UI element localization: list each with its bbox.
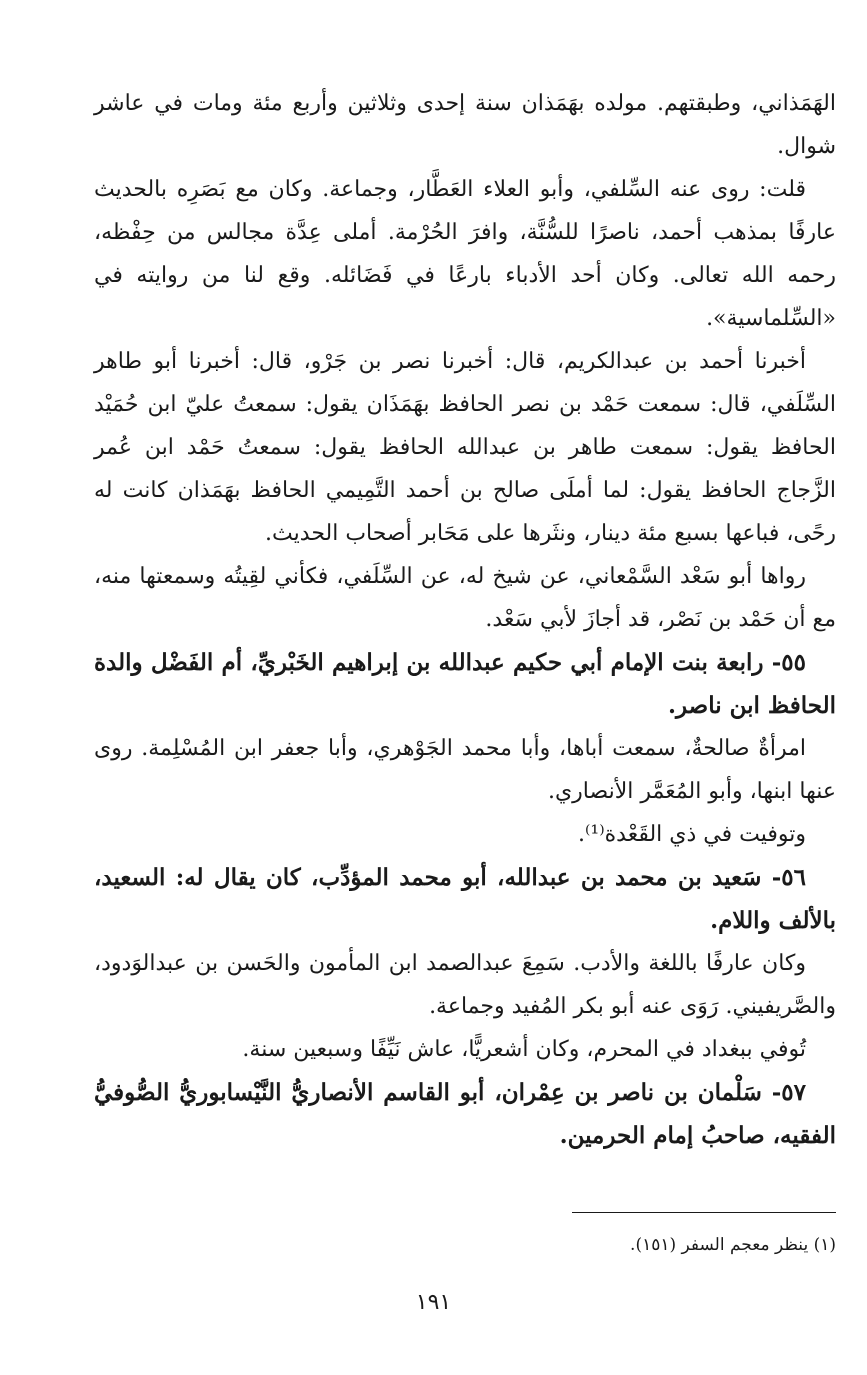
footnote-divider: [572, 1212, 836, 1213]
paragraph-6: امرأةٌ صالحةٌ، سمعت أباها، وأبا محمد الجَوْهري، وأبا جعفر ابن المُسْلِمة. روى عنها ابنها، وأبو المُعَمَّر الأنصاري.: [94, 736, 836, 804]
paragraph-1: الهَمَذاني، وطبقتهم. مولده بهَمَذان سنة إحدى وثلاثين وأربع مئة ومات في عاشر شوال.: [94, 91, 836, 159]
main-text: [94, 82, 836, 1157]
paragraph-9: وكان عارفًا باللغة والأدب. سَمِعَ عبدالصمد ابن المأمون والحَسن بن عبدالوَدود، والصَّريفيني. رَوَى عنه أبو بكر المُفيد وجماعة.: [94, 951, 836, 1019]
page-number: ١٩١: [415, 1290, 452, 1315]
paragraph-7: وتوفيت في ذي القَعْدة⁽¹⁾.: [578, 822, 806, 847]
paragraph-10: تُوفي ببغداد في المحرم، وكان أشعريًّا، عاش نَيِّفًا وسبعين سنة.: [242, 1037, 806, 1062]
entry-heading-55: ٥٥- رابعة بنت الإمام أبي حكيم عبدالله بن إبراهيم الخَبْريِّ، أم الفَضْل والدة الحافظ ابن ناصر.: [94, 649, 836, 719]
paragraph-4: رواها أبو سَعْد السَّمْعاني، عن شيخ له، عن السِّلَفي، فكأني لقِيتُه وسمعتها منه، مع أن حَمْد بن نَصْر، قد أجازَ لأبي سَعْد.: [94, 564, 836, 632]
paragraph-3: أخبرنا أحمد بن عبدالكريم، قال: أخبرنا نصر بن جَرْو، قال: أخبرنا أبو طاهر السِّلَفي، قال: سمعت حَمْد بن نصر الحافظ بهَمَذَان يقول: سمعتُ عليّ ابن حُمَيْد الحافظ يقول: سمعت طاهر بن عبدالله الحافظ يقول: سمعتُ حَمْد ابن عُمر الزَّجاج الحافظ يقول: لما أملَى صالح بن أحمد التَّمِيمي الحافظ بهَمَذان كانت له رحًى، فباعها بسبع مئة دينار، ونثَرها على مَحَابر أصحاب الحديث.: [94, 349, 836, 546]
entry-heading-57: ٥٧- سَلْمان بن ناصر بن عِمْران، أبو القاسم الأنصاريُّ النَّيْسابوريُّ الصُّوفيُّ الفقيه، صاحبُ إمام الحرمين.: [94, 1079, 836, 1149]
paragraph-2: قلت: روى عنه السِّلفي، وأبو العلاء العَطَّار، وجماعة. وكان مع بَصَرِه بالحديث عارفًا بمذهب أحمد، ناصرًا للسُّنَّة، وافرَ الحُرْمة. أملى عِدَّة مجالس من حِفْظه، رحمه الله تعالى. وكان أحد الأدباء بارعًا في فَضَائله. وقع لنا من روايته في «السِّلماسية».: [94, 177, 836, 331]
entry-heading-56: ٥٦- سَعيد بن محمد بن عبدالله، أبو محمد المؤدِّب، كان يقال له: السعيد، بالألف واللام.: [94, 864, 836, 934]
footnote: (١) ينظر معجم السفر (١٥١).: [630, 1235, 836, 1255]
